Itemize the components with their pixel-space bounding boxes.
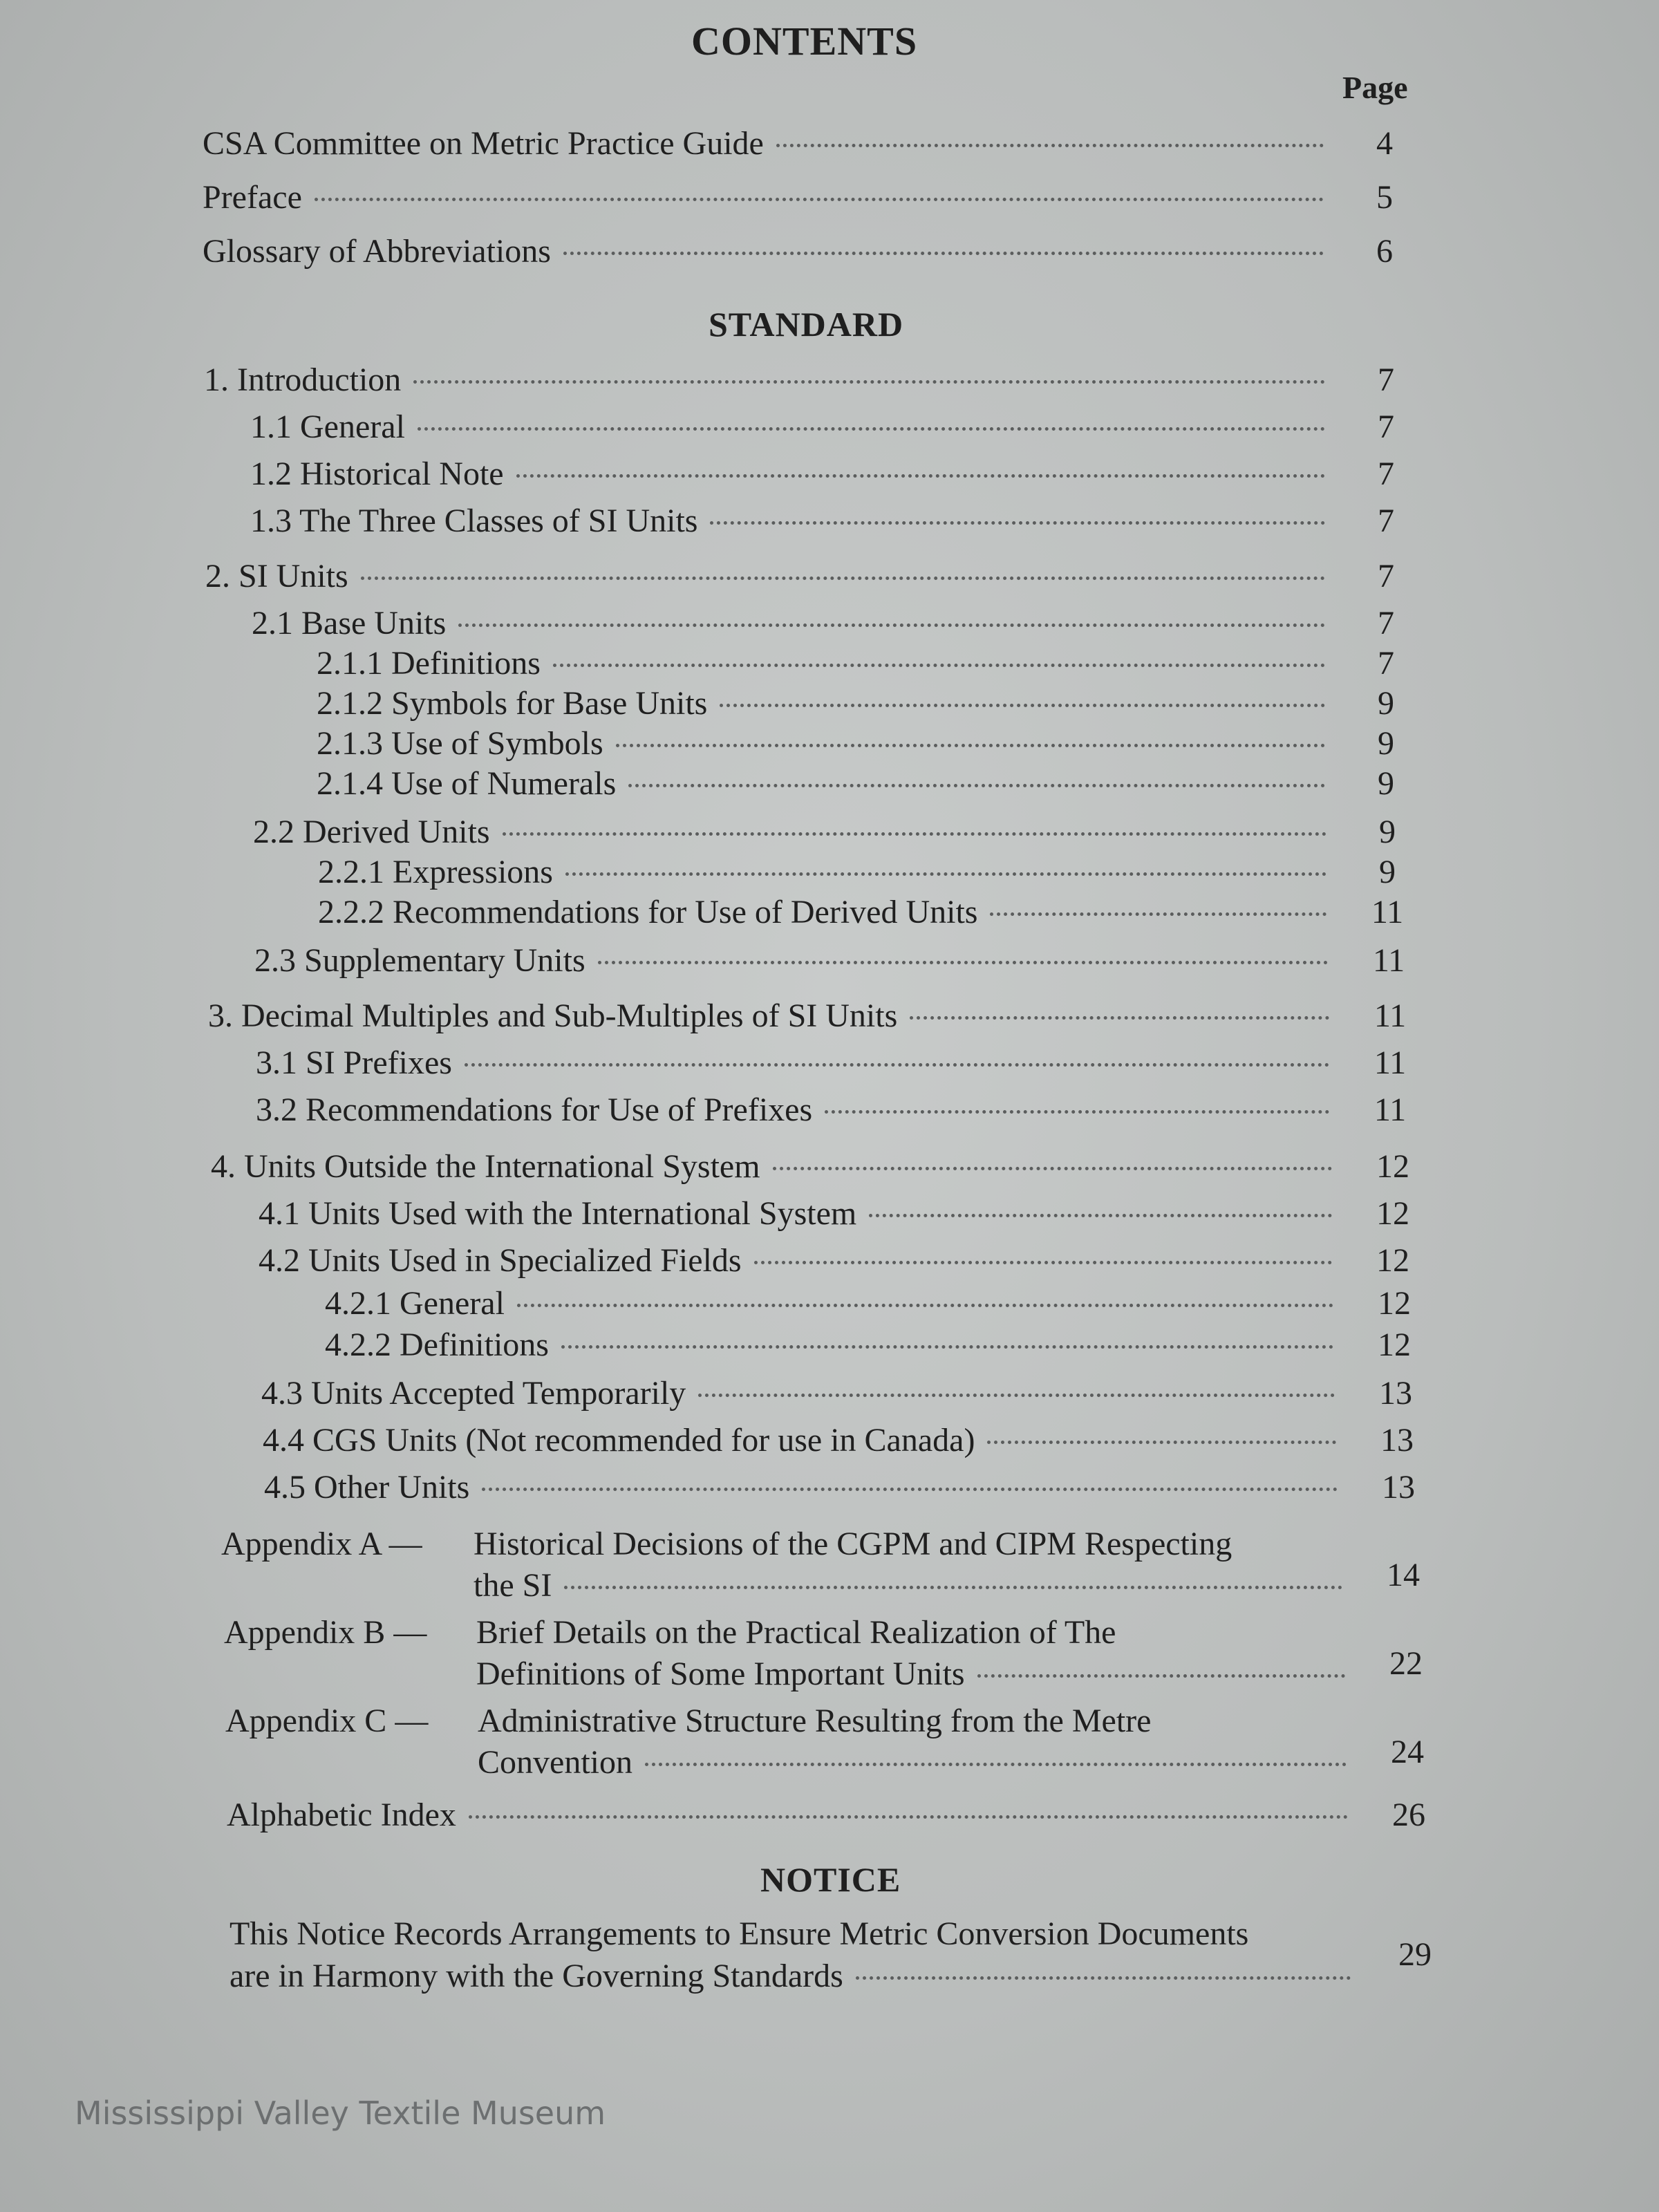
toc-entry-label: 2.1.1 Definitions [317, 645, 541, 682]
dot-leader [710, 521, 1325, 525]
dot-leader [856, 1976, 1351, 1980]
toc-entry[interactable] [204, 361, 1394, 409]
notice-heading: NOTICE [760, 1860, 901, 1899]
toc-entry-label: 4.2.1 General [325, 1285, 505, 1322]
toc-entry-page: 22 [1389, 1645, 1423, 1682]
toc-entry[interactable] [317, 765, 1394, 813]
dot-leader [825, 1110, 1329, 1114]
appendix-prefix: Appendix A — [221, 1526, 422, 1562]
toc-entry-page: 29 [1398, 1936, 1432, 1973]
toc-entry[interactable] [259, 1241, 1409, 1290]
toc-entry[interactable] [261, 1374, 1412, 1423]
dot-leader [616, 744, 1325, 747]
dot-leader [465, 1063, 1329, 1067]
toc-entry-page: 7 [1378, 645, 1394, 682]
toc-entry[interactable] [263, 1421, 1414, 1470]
toc-entry[interactable] [264, 1468, 1415, 1517]
toc-entry-page: 26 [1392, 1797, 1425, 1833]
toc-entry-preface[interactable] [203, 178, 1393, 227]
dot-leader [315, 198, 1324, 201]
toc-entry-page: 12 [1376, 1242, 1409, 1279]
dot-leader [517, 1304, 1333, 1307]
notice-line1: This Notice Records Arrangements to Ensure Metric Conversion Documents [229, 1915, 1249, 1952]
dot-leader [698, 1394, 1335, 1397]
dot-leader [564, 1586, 1342, 1589]
appendix-prefix: Appendix B — [224, 1614, 427, 1651]
toc-entry[interactable] [318, 893, 1404, 941]
dot-leader [563, 252, 1324, 255]
toc-entry[interactable] [250, 502, 1394, 550]
toc-entry-index[interactable] [227, 1796, 1425, 1844]
standard-heading: STANDARD [709, 305, 904, 344]
toc-entry-page: 4 [1376, 125, 1393, 162]
appendix-title-line2: the SI [474, 1567, 552, 1604]
toc-entry-label: 2.3 Supplementary Units [254, 942, 585, 979]
toc-entry-label: Preface [203, 179, 302, 216]
toc-entry-page: 9 [1378, 765, 1394, 802]
toc-entry-label: Alphabetic Index [227, 1797, 456, 1833]
toc-entry-label: 4.3 Units Accepted Temporarily [261, 1375, 686, 1412]
toc-entry-page: 9 [1378, 725, 1394, 762]
dot-leader [773, 1167, 1332, 1170]
toc-entry-page: 7 [1378, 362, 1394, 398]
appendix-title-line2: Definitions of Some Important Units [476, 1656, 965, 1692]
toc-entry-page: 7 [1378, 409, 1394, 445]
toc-entry-page: 9 [1378, 685, 1394, 722]
dot-leader [413, 380, 1325, 384]
dot-leader [418, 427, 1325, 431]
appendix-title-line1: Historical Decisions of the CGPM and CIPM Respecting [474, 1526, 1232, 1562]
toc-entry-label: 2.1.3 Use of Symbols [317, 725, 603, 762]
toc-entry-label: 1. Introduction [204, 362, 402, 398]
toc-entry-page: 5 [1376, 179, 1393, 216]
toc-entry-committee[interactable] [203, 124, 1393, 173]
toc-entry-page: 12 [1376, 1148, 1409, 1185]
toc-entry-page: 9 [1379, 854, 1396, 890]
toc-entry[interactable] [208, 997, 1407, 1045]
dot-leader [987, 1441, 1336, 1444]
contents-title: CONTENTS [691, 19, 918, 64]
dot-leader [628, 784, 1325, 787]
notice-line2: are in Harmony with the Governing Standards [229, 1958, 843, 1994]
toc-appendix-c[interactable] [225, 1702, 1424, 1785]
toc-appendix-b[interactable] [224, 1613, 1423, 1696]
dot-leader [361, 577, 1325, 580]
dot-leader [754, 1261, 1332, 1264]
toc-entry-label: 2.1 Base Units [252, 605, 447, 641]
toc-entry-label: 2.2 Derived Units [253, 814, 490, 850]
dot-leader [776, 144, 1324, 147]
toc-entry-label: 2.1.2 Symbols for Base Units [317, 685, 708, 722]
appendix-title-line1: Brief Details on the Practical Realization of The [476, 1614, 1116, 1651]
toc-entry[interactable] [250, 408, 1394, 456]
dot-leader [561, 1345, 1333, 1349]
toc-entry-page: 12 [1378, 1327, 1411, 1363]
toc-entry-page: 11 [1372, 942, 1405, 979]
dot-leader [598, 961, 1328, 964]
toc-entry-glossary[interactable] [203, 232, 1393, 281]
dot-leader [910, 1016, 1329, 1020]
toc-entry-label: 2.2.2 Recommendations for Use of Derived Units [318, 894, 978, 930]
toc-entry-label: CSA Committee on Metric Practice Guide [203, 125, 764, 162]
toc-entry-page: 13 [1382, 1469, 1415, 1506]
toc-entry[interactable] [250, 455, 1394, 503]
toc-entry-page: 11 [1374, 1044, 1407, 1081]
toc-entry[interactable] [325, 1326, 1411, 1374]
toc-entry-page: 12 [1378, 1285, 1411, 1322]
toc-entry-page: 12 [1376, 1195, 1409, 1232]
toc-entry-label: 4.2 Units Used in Specialized Fields [259, 1242, 742, 1279]
toc-entry-notice[interactable] [229, 1915, 1432, 1995]
dot-leader [720, 704, 1325, 707]
toc-entry-label: 2. SI Units [205, 558, 348, 594]
toc-entry-label: 1.1 General [250, 409, 405, 445]
appendix-title-line2: Convention [478, 1744, 632, 1781]
dot-leader [469, 1815, 1348, 1819]
toc-entry-page: 24 [1391, 1734, 1424, 1770]
toc-entry-page: 13 [1380, 1422, 1414, 1459]
toc-entry-label: 3.1 SI Prefixes [256, 1044, 452, 1081]
toc-entry-page: 11 [1374, 1091, 1407, 1128]
toc-entry-label: 4.4 CGS Units (Not recommended for use in Canada) [263, 1422, 975, 1459]
toc-entry-page: 11 [1371, 894, 1404, 930]
toc-entry-label: 2.2.1 Expressions [318, 854, 553, 890]
page-column-label: Page [1342, 70, 1408, 105]
dot-leader [645, 1763, 1347, 1766]
toc-entry[interactable] [211, 1147, 1409, 1196]
toc-entry[interactable] [254, 941, 1405, 990]
toc-appendix-a[interactable] [221, 1525, 1420, 1608]
dot-leader [990, 912, 1327, 916]
toc-entry[interactable] [256, 1044, 1407, 1092]
dot-leader [553, 664, 1325, 667]
toc-entry[interactable] [205, 557, 1394, 606]
dot-leader [869, 1214, 1332, 1217]
dot-leader [516, 474, 1325, 478]
toc-entry-page: 7 [1378, 558, 1394, 594]
toc-entry[interactable] [256, 1091, 1407, 1139]
dot-leader [503, 832, 1327, 836]
toc-entry-page: 7 [1378, 503, 1394, 539]
toc-entry-page: 13 [1379, 1375, 1412, 1412]
appendix-prefix: Appendix C — [225, 1703, 429, 1739]
toc-entry-page: 9 [1379, 814, 1396, 850]
toc-entry-page: 14 [1387, 1557, 1420, 1593]
toc-entry-label: 3. Decimal Multiples and Sub-Multiples of SI Units [208, 997, 898, 1034]
dot-leader [458, 624, 1325, 627]
toc-entry-label: 4.1 Units Used with the International System [259, 1195, 857, 1232]
dot-leader [565, 872, 1327, 876]
appendix-title-line1: Administrative Structure Resulting from the Metre [478, 1703, 1152, 1739]
toc-entry-page: 7 [1378, 456, 1394, 492]
toc-entry[interactable] [259, 1194, 1409, 1243]
toc-entry-label: 1.2 Historical Note [250, 456, 504, 492]
toc-entry-page: 7 [1378, 605, 1394, 641]
toc-entry-label: 3.2 Recommendations for Use of Prefixes [256, 1091, 813, 1128]
toc-entry-label: 4.5 Other Units [264, 1469, 470, 1506]
toc-entry-page: 6 [1376, 233, 1393, 270]
toc-entry-label: 4.2.2 Definitions [325, 1327, 549, 1363]
toc-entry-label: 1.3 The Three Classes of SI Units [250, 503, 698, 539]
dot-leader [977, 1674, 1345, 1678]
dot-leader [482, 1488, 1338, 1491]
toc-entry-label: Glossary of Abbreviations [203, 233, 551, 270]
toc-entry-page: 11 [1374, 997, 1407, 1034]
toc-entry-label: 4. Units Outside the International System [211, 1148, 760, 1185]
watermark: Mississippi Valley Textile Museum [75, 2094, 606, 2132]
toc-entry-label: 2.1.4 Use of Numerals [317, 765, 617, 802]
